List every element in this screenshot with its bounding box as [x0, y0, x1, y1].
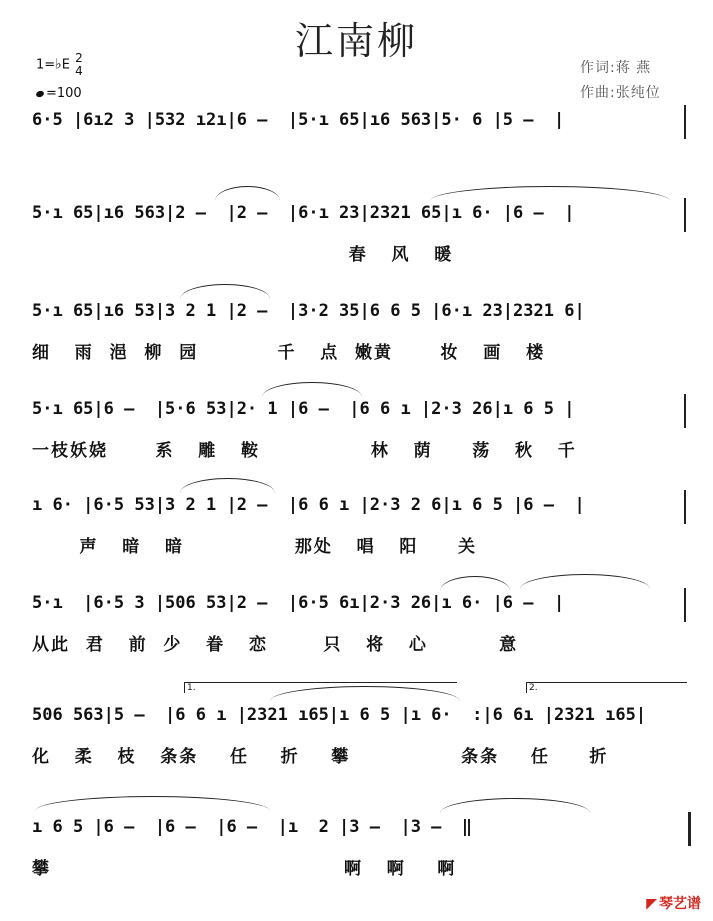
- lyrics-line: 化 柔 枝 条条 任 折 攀 条条 任 折: [32, 747, 609, 767]
- lyrics-line: 细 雨 浥 柳 园 千 点 嫩黄 妆 画 楼: [32, 343, 546, 363]
- score-system-8: [0, 812, 713, 902]
- score-system-7: [0, 683, 713, 790]
- slur-arc: [440, 798, 590, 813]
- music-line: ı 6· |6·5 53|3 2 1 |2 – |6 6 ı |2·3 2 6|ı 6 5 |6 – |: [32, 495, 585, 515]
- flat-symbol: ♭: [55, 56, 62, 73]
- watermark-text: 琴艺谱: [659, 896, 701, 912]
- key-note: E: [61, 57, 70, 73]
- composer: 作曲:张纯位: [580, 85, 661, 101]
- score-system-6: [0, 588, 713, 678]
- key-signature: [36, 52, 83, 78]
- tempo-text: =100: [46, 86, 82, 101]
- time-top: 2: [75, 51, 83, 65]
- slur-arc: [35, 796, 270, 811]
- volta-bracket-1: 1.: [184, 682, 457, 693]
- music-line: 5·ı |6·5 3 |506 53|2 – |6·5 6ı|2·3 26|ı 6· |6 – |: [32, 593, 565, 613]
- music-line: 506 563|5 – |6 6 ı |2321 ı65|ı 6 5 |ı 6· :|6 6ı |2321 ı65|: [32, 705, 647, 725]
- tempo-marking: [36, 86, 82, 101]
- barline: [684, 198, 686, 232]
- key-label: 1=: [36, 57, 56, 73]
- music-line: 5·ı 65|ı6 563|2 – |2 – |6·ı 23|2321 65|ı 6· |6 – |: [32, 203, 575, 223]
- score-system-4: [0, 394, 713, 484]
- lyricist: 作词:蒋 燕: [580, 60, 652, 76]
- score-system-5: [0, 490, 713, 580]
- volta-bracket-2: 2.: [526, 682, 687, 693]
- music-line: ı 6 5 |6 – |6 – |6 – |ı 2 |3 – |3 – ‖: [32, 817, 473, 837]
- music-line: 5·ı 65|6 – |5·6 53|2· 1 |6 – |6 6 ı |2·3 26|ı 6 5 |: [32, 399, 575, 419]
- music-line: 6·5 |6ı2 3 |532 ı2ı|6 – |5·ı 65|ı6 563|5· 6 |5 – |: [32, 110, 565, 130]
- time-signature: [75, 52, 83, 78]
- score-system-1: [0, 105, 713, 195]
- credits: [580, 56, 661, 106]
- score-system-3: [0, 296, 713, 386]
- score-system-2: [0, 198, 713, 288]
- barline: [684, 105, 686, 139]
- lyrics-line: 从此 君 前 少 眷 恋 只 将 心 意: [32, 635, 519, 655]
- lyrics-line: 攀 啊 啊 啊: [32, 859, 457, 879]
- music-line: 5·ı 65|ı6 53|3 2 1 |2 – |3·2 35|6 6 5 |6·ı 23|2321 6|: [32, 301, 585, 321]
- lyrics-line: 声 暗 暗 那处 唱 阳 关: [32, 537, 477, 557]
- logo-icon: ◤: [646, 896, 657, 912]
- final-barline: [688, 812, 691, 846]
- barline: [684, 490, 686, 524]
- watermark-logo: [646, 893, 701, 913]
- song-title: 江南柳: [294, 19, 418, 63]
- note-icon: [35, 90, 45, 98]
- barline: [684, 588, 686, 622]
- lyrics-line: 春 风 暖: [32, 245, 454, 265]
- barline: [684, 394, 686, 428]
- time-bottom: 4: [75, 64, 83, 78]
- lyrics-line: 一枝妖娆 系 雕 鞍 林 荫 荡 秋 千: [32, 441, 577, 461]
